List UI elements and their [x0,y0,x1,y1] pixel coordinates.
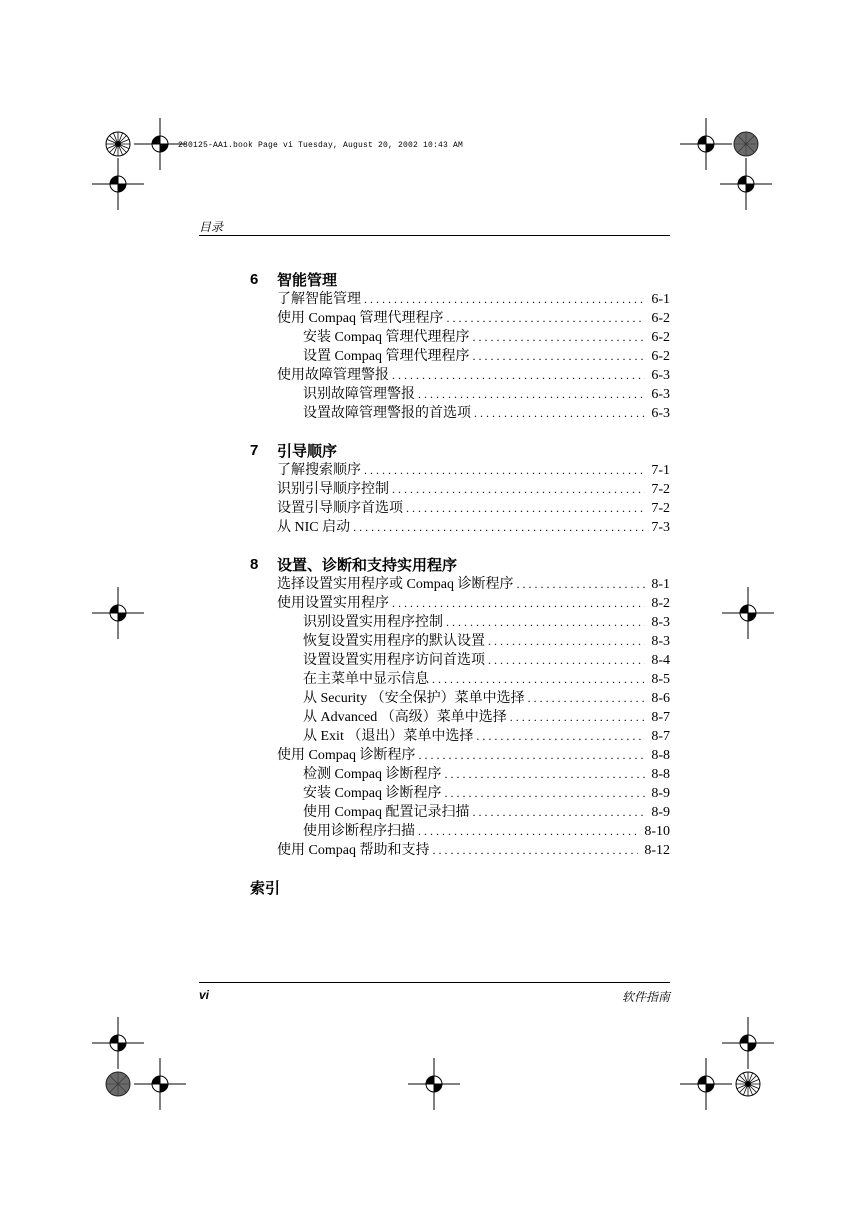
dot-leader [418,822,638,841]
toc-entry-title: 设置设置实用程序访问首选项 [303,653,485,668]
toc-entry-title: 了解搜索顺序 [277,463,361,478]
toc-entry-page: 8-8 [651,748,670,763]
toc-entry-page: 7-1 [651,463,670,478]
toc-entry-title: 使用 Compaq 配置记录扫描 [303,805,470,820]
entry-list [250,461,670,537]
toc-entry[interactable] [250,803,670,822]
footer-rule [199,982,670,983]
toc-entry[interactable] [250,461,670,480]
table-of-contents [250,268,670,898]
toc-entry-page: 8-8 [651,767,670,782]
toc-entry[interactable] [250,404,670,423]
dot-leader [418,385,645,404]
toc-entry-title: 使用故障管理警报 [277,368,389,383]
dot-leader [472,803,645,822]
toc-entry-title: 设置 Compaq 管理代理程序 [303,349,470,364]
toc-entry-page: 8-3 [651,615,670,630]
dot-leader [516,575,645,594]
chapter-title: 引导顺序 [277,442,338,460]
dot-leader [392,366,645,385]
toc-entry-title: 设置故障管理警报的首选项 [303,406,471,421]
toc-entry[interactable] [250,765,670,784]
dot-leader [392,594,645,613]
toc-entry[interactable] [250,708,670,727]
toc-entry[interactable] [250,651,670,670]
index-heading[interactable]: 索引 [250,879,281,897]
toc-entry-page: 8-7 [651,710,670,725]
toc-entry-title: 识别故障管理警报 [303,387,415,402]
running-header-title: 目录 [199,220,224,234]
toc-entry[interactable] [250,385,670,404]
dot-leader [510,708,646,727]
toc-entry-page: 6-2 [651,330,670,345]
dot-leader [488,651,645,670]
toc-entry-title: 使用设置实用程序 [277,596,389,611]
toc-entry-title: 了解智能管理 [277,292,361,307]
toc-entry-page: 8-3 [651,634,670,649]
chapter-number: 7 [250,441,259,459]
toc-entry-page: 8-12 [644,843,670,858]
toc-entry-page: 6-3 [651,368,670,383]
toc-entry[interactable] [250,290,670,309]
toc-entry[interactable] [250,632,670,651]
dot-leader [364,290,645,309]
footer-page-number: vi [199,988,210,1002]
toc-entry[interactable] [250,822,670,841]
toc-entry-title: 选择设置实用程序或 Compaq 诊断程序 [277,577,514,592]
toc-entry-title: 设置引导顺序首选项 [277,501,403,516]
toc-entry-page: 8-9 [651,805,670,820]
toc-entry-page: 8-6 [651,691,670,706]
dot-leader [528,689,646,708]
toc-entry[interactable] [250,841,670,860]
toc-entry-title: 从 NIC 启动 [277,520,351,535]
dot-leader [446,613,645,632]
toc-entry-page: 7-3 [651,520,670,535]
toc-entry[interactable] [250,499,670,518]
toc-entry-title: 使用 Compaq 诊断程序 [277,748,416,763]
toc-entry[interactable] [250,784,670,803]
toc-entry[interactable] [250,518,670,537]
dot-leader [444,784,645,803]
dot-leader [406,499,645,518]
toc-entry-page: 8-10 [644,824,670,839]
dot-leader [472,328,645,347]
toc-entry-title: 在主菜单中显示信息 [303,672,429,687]
chapter-8 [250,553,670,860]
dot-leader [418,746,645,765]
toc-entry-page: 8-5 [651,672,670,687]
dot-leader [472,347,645,366]
chapter-number: 6 [250,270,259,288]
dot-leader [474,404,645,423]
toc-entry-title: 从 Security （安全保护）菜单中选择 [303,691,525,706]
toc-entry[interactable] [250,670,670,689]
dot-leader [476,727,645,746]
toc-entry-title: 从 Advanced （高级）菜单中选择 [303,710,507,725]
toc-entry-page: 8-2 [651,596,670,611]
toc-entry-title: 检测 Compaq 诊断程序 [303,767,442,782]
toc-entry-title: 安装 Compaq 诊断程序 [303,786,442,801]
entry-list [250,290,670,423]
chapter-7 [250,439,670,537]
dot-leader [353,518,645,537]
dot-leader [488,632,645,651]
toc-entry-title: 使用 Compaq 管理代理程序 [277,311,444,326]
toc-entry-page: 6-3 [651,406,670,421]
toc-entry-page: 7-2 [651,501,670,516]
toc-entry-title: 从 Exit （退出）菜单中选择 [303,729,474,744]
chapter-6 [250,268,670,423]
toc-entry[interactable] [250,480,670,499]
book-info-line: 280125-AA1.book Page vi Tuesday, August 20, 2002 10:43 AM [178,141,464,150]
chapter-title: 智能管理 [277,271,338,289]
toc-entry-title: 恢复设置实用程序的默认设置 [303,634,485,649]
dot-leader [392,480,645,499]
toc-entry[interactable] [250,727,670,746]
toc-entry[interactable] [250,689,670,708]
toc-entry-title: 安装 Compaq 管理代理程序 [303,330,470,345]
footer-book-title: 软件指南 [621,990,670,1004]
dot-leader [446,309,645,328]
toc-entry-title: 使用诊断程序扫描 [303,824,415,839]
toc-entry-page: 8-4 [651,653,670,668]
toc-entry[interactable] [250,594,670,613]
toc-entry-page: 8-9 [651,786,670,801]
dot-leader [432,841,638,860]
toc-entry-page: 6-2 [651,311,670,326]
chapter-heading [250,553,670,575]
toc-entry[interactable] [250,575,670,594]
toc-entry-title: 识别设置实用程序控制 [303,615,443,630]
chapter-title: 设置、诊断和支持实用程序 [277,556,458,574]
toc-entry[interactable] [250,328,670,347]
toc-entry-page: 8-7 [651,729,670,744]
toc-entry[interactable] [250,309,670,328]
toc-entry[interactable] [250,746,670,765]
dot-leader [432,670,645,689]
chapter-heading [250,268,670,290]
header-rule [199,235,670,236]
toc-entry-page: 6-1 [651,292,670,307]
toc-entry-page: 8-1 [651,577,670,592]
chapter-heading [250,439,670,461]
toc-entry[interactable] [250,366,670,385]
dot-leader [364,461,645,480]
entry-list [250,575,670,860]
toc-entry-title: 识别引导顺序控制 [277,482,389,497]
toc-entry[interactable] [250,613,670,632]
chapter-number: 8 [250,555,259,573]
toc-entry[interactable] [250,347,670,366]
toc-entry-page: 6-2 [651,349,670,364]
toc-entry-page: 7-2 [651,482,670,497]
toc-entry-page: 6-3 [651,387,670,402]
dot-leader [444,765,645,784]
toc-entry-title: 使用 Compaq 帮助和支持 [277,843,430,858]
